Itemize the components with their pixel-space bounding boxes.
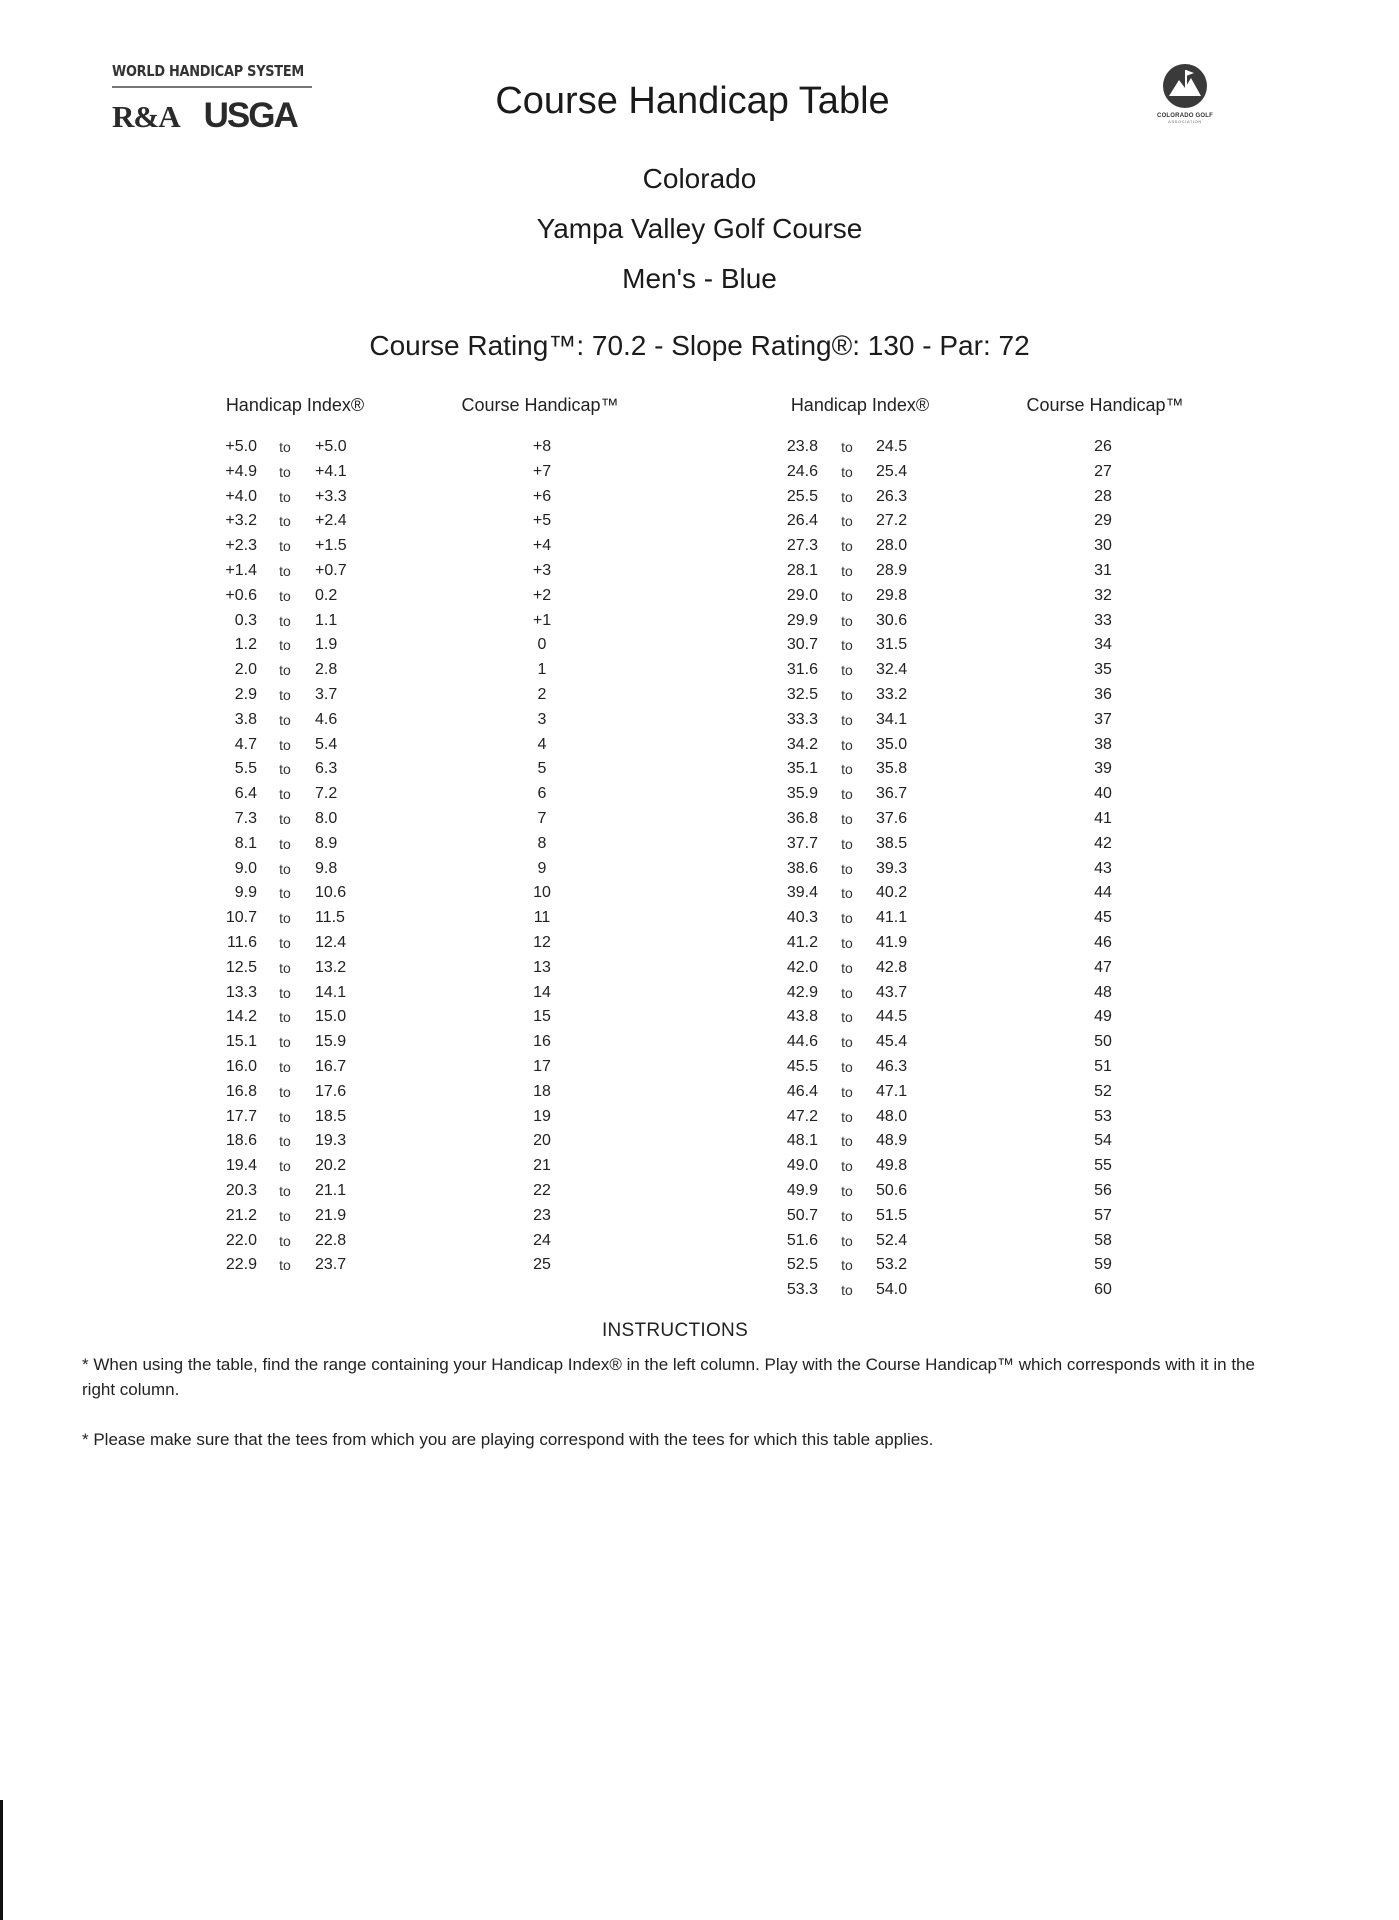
index-low: 1.2 xyxy=(234,636,257,654)
range-to-word: to xyxy=(279,563,291,579)
index-high: 21.9 xyxy=(315,1206,347,1224)
course-handicap-value: 11 xyxy=(533,909,551,927)
range-to-word: to xyxy=(279,761,291,778)
index-high: 19.3 xyxy=(315,1132,347,1150)
course-handicap-value: 47 xyxy=(1094,958,1112,976)
range-to-word: to xyxy=(279,1083,291,1100)
index-low: +1.4 xyxy=(225,562,257,579)
range-to-word: to xyxy=(279,1133,291,1150)
range-to-word: to xyxy=(279,463,291,480)
index-high: 41.9 xyxy=(876,934,908,951)
course-handicap-value: +6 xyxy=(532,487,552,505)
index-high: 25.4 xyxy=(876,462,908,480)
index-high: 41.1 xyxy=(876,909,908,927)
index-low: 24.6 xyxy=(786,462,818,480)
course-handicap-value: +1 xyxy=(532,611,552,629)
right-handicap-header: Course Handicap™ xyxy=(1026,395,1184,415)
index-high: 51.5 xyxy=(876,1206,908,1224)
range-to-word: to xyxy=(279,959,291,976)
course-handicap-value: 10 xyxy=(533,884,551,902)
instruction-note-2: * Please make sure that the tees from which you are playing correspond with the tees for which this table applies. xyxy=(82,1430,934,1449)
index-high: 45.4 xyxy=(876,1033,908,1051)
course-handicap-value: 34 xyxy=(1094,636,1112,654)
range-to-word: to xyxy=(841,563,853,579)
index-low: 32.5 xyxy=(786,686,818,703)
index-high: 0.2 xyxy=(315,586,338,604)
index-low: 18.6 xyxy=(225,1132,257,1150)
course-handicap-value: 32 xyxy=(1094,586,1112,604)
index-low: 21.2 xyxy=(225,1206,257,1224)
index-low: 5.5 xyxy=(234,760,257,778)
course-ratings: Course Rating™: 70.2 - Slope Rating®: 130 - Par: 72 xyxy=(369,330,1030,361)
index-high: 39.3 xyxy=(876,859,908,877)
range-to-word: to xyxy=(841,935,853,951)
range-to-word: to xyxy=(279,587,291,604)
course-handicap-value: 17 xyxy=(533,1058,551,1075)
range-to-word: to xyxy=(279,488,291,505)
course-handicap-value: 56 xyxy=(1094,1182,1112,1199)
index-low: 46.4 xyxy=(786,1082,818,1100)
index-low: 33.3 xyxy=(786,710,818,728)
index-low: 28.1 xyxy=(786,562,818,579)
range-to-word: to xyxy=(279,811,291,827)
course-handicap-value: 26 xyxy=(1094,438,1112,455)
range-to-word: to xyxy=(279,786,291,803)
course-handicap-value: 31 xyxy=(1094,562,1112,579)
course-handicap-value: 25 xyxy=(533,1256,551,1274)
range-to-word: to xyxy=(279,1183,291,1199)
range-to-word: to xyxy=(841,1257,853,1274)
range-to-word: to xyxy=(841,1009,853,1026)
range-to-word: to xyxy=(841,1059,853,1075)
index-high: 8.0 xyxy=(315,810,338,827)
left-handicap-header: Course Handicap™ xyxy=(461,395,619,415)
index-high: 38.5 xyxy=(876,834,908,852)
index-low: +4.9 xyxy=(225,462,257,480)
course-handicap-value: 55 xyxy=(1094,1157,1112,1175)
index-high: +0.7 xyxy=(315,562,347,579)
index-low: +5.0 xyxy=(225,438,257,455)
index-low: 37.7 xyxy=(786,834,818,852)
index-high: 22.8 xyxy=(315,1231,347,1249)
index-high: 18.5 xyxy=(315,1107,347,1125)
range-to-word: to xyxy=(841,538,853,555)
range-to-word: to xyxy=(841,612,853,629)
index-high: 35.0 xyxy=(876,735,908,753)
course-handicap-value: 4 xyxy=(537,735,547,753)
range-to-word: to xyxy=(841,835,853,852)
index-high: +1.5 xyxy=(315,537,347,555)
range-to-word: to xyxy=(279,662,291,679)
index-low: 3.8 xyxy=(234,710,257,728)
course-handicap-value: 35 xyxy=(1094,661,1112,679)
index-low: 8.1 xyxy=(234,834,257,852)
index-high: +5.0 xyxy=(315,438,347,455)
index-high: 47.1 xyxy=(876,1082,908,1100)
index-high: 48.9 xyxy=(876,1132,908,1150)
index-high: 37.6 xyxy=(876,810,908,827)
course-handicap-value: 9 xyxy=(537,859,547,877)
index-low: 39.4 xyxy=(786,884,818,902)
course-handicap-value: 42 xyxy=(1094,834,1112,852)
index-high: 9.8 xyxy=(315,859,338,877)
range-to-word: to xyxy=(841,488,853,505)
course-handicap-value: 21 xyxy=(533,1157,551,1175)
course-handicap-value: 53 xyxy=(1094,1107,1112,1125)
course-handicap-value: 2 xyxy=(537,686,547,703)
range-to-word: to xyxy=(841,662,853,679)
cga-logo xyxy=(1130,62,1240,124)
index-high: 23.7 xyxy=(315,1256,347,1274)
index-low: 15.1 xyxy=(225,1033,257,1051)
course-handicap-value: 58 xyxy=(1094,1231,1112,1249)
index-high: 4.6 xyxy=(315,710,338,728)
usga-logo: USGA xyxy=(203,96,297,135)
range-to-word: to xyxy=(841,1108,853,1125)
index-low: 49.9 xyxy=(786,1182,818,1199)
index-low: 4.7 xyxy=(234,735,257,753)
index-high: 26.3 xyxy=(876,487,908,505)
range-to-word: to xyxy=(841,910,853,927)
index-low: 2.0 xyxy=(234,661,257,679)
index-high: 5.4 xyxy=(315,735,338,753)
index-low: 13.3 xyxy=(225,983,257,1001)
index-low: 19.4 xyxy=(225,1157,257,1175)
index-high: 14.1 xyxy=(315,983,347,1001)
course-handicap-value: 22 xyxy=(533,1182,551,1199)
index-high: 13.2 xyxy=(315,958,347,976)
course-handicap-value: 48 xyxy=(1094,983,1112,1001)
range-to-word: to xyxy=(279,736,291,753)
range-to-word: to xyxy=(279,637,291,654)
index-high: 28.9 xyxy=(876,562,908,579)
range-to-word: to xyxy=(279,439,291,455)
index-low: 9.0 xyxy=(234,859,257,877)
course-handicap-value: +8 xyxy=(532,438,552,455)
page-title: Course Handicap Table xyxy=(495,80,890,122)
course-handicap-value: 49 xyxy=(1094,1008,1112,1026)
range-to-word: to xyxy=(279,1009,291,1026)
index-low: 47.2 xyxy=(786,1107,818,1125)
range-to-word: to xyxy=(841,587,853,604)
range-to-word: to xyxy=(841,786,853,803)
index-low: 35.9 xyxy=(786,785,818,803)
range-to-word: to xyxy=(841,1158,853,1175)
course-name: Yampa Valley Golf Course xyxy=(536,213,863,244)
course-handicap-value: 30 xyxy=(1094,537,1112,555)
course-handicap-value: +4 xyxy=(532,537,552,555)
index-low: 29.0 xyxy=(786,586,818,604)
range-to-word: to xyxy=(279,835,291,852)
course-handicap-value: 44 xyxy=(1094,884,1112,902)
index-high: 46.3 xyxy=(876,1058,908,1075)
course-handicap-value: 0 xyxy=(537,636,547,654)
course-handicap-value: 37 xyxy=(1094,710,1112,728)
range-to-word: to xyxy=(279,538,291,555)
index-low: 43.8 xyxy=(786,1008,818,1026)
range-to-word: to xyxy=(841,811,853,827)
range-to-word: to xyxy=(279,1257,291,1274)
index-high: 15.9 xyxy=(315,1033,347,1051)
index-high: 1.1 xyxy=(315,611,338,629)
index-low: 22.9 xyxy=(225,1256,257,1274)
range-to-word: to xyxy=(841,984,853,1001)
course-handicap-value: 23 xyxy=(533,1206,551,1224)
instruction-note-1: * When using the table, find the range containing your Handicap Index® in the left column. Play with the Course Handicap™ which corresponds with it in the right column. xyxy=(82,1355,1255,1399)
index-high: 52.4 xyxy=(876,1231,908,1249)
index-high: +2.4 xyxy=(315,512,347,530)
index-low: +0.6 xyxy=(225,586,257,604)
range-to-word: to xyxy=(841,439,853,455)
index-low: 42.9 xyxy=(786,983,818,1001)
range-to-word: to xyxy=(841,1083,853,1100)
index-high: 49.8 xyxy=(876,1157,908,1175)
index-low: 16.0 xyxy=(225,1058,257,1075)
index-high: 35.8 xyxy=(876,760,908,778)
course-handicap-value: 28 xyxy=(1094,487,1112,505)
scan-edge-mark xyxy=(0,1800,3,1920)
range-to-word: to xyxy=(841,1183,853,1199)
index-low: 35.1 xyxy=(786,760,818,778)
course-handicap-value: 41 xyxy=(1094,810,1112,827)
course-handicap-value: 19 xyxy=(533,1107,551,1125)
course-handicap-value: 12 xyxy=(533,934,551,951)
course-handicap-value: 20 xyxy=(533,1132,551,1150)
index-high: 28.0 xyxy=(876,537,908,555)
course-handicap-value: 13 xyxy=(533,958,551,976)
course-handicap-value: 54 xyxy=(1094,1132,1112,1150)
course-handicap-value: 7 xyxy=(537,810,547,827)
range-to-word: to xyxy=(279,1158,291,1175)
course-handicap-value: 14 xyxy=(533,983,551,1001)
course-handicap-value: 18 xyxy=(533,1082,551,1100)
index-high: 24.5 xyxy=(876,438,908,455)
index-low: 10.7 xyxy=(225,909,257,927)
index-low: 12.5 xyxy=(225,958,257,976)
index-low: 14.2 xyxy=(225,1008,257,1026)
index-low: +3.2 xyxy=(225,512,257,530)
index-high: 12.4 xyxy=(315,934,347,951)
range-to-word: to xyxy=(279,612,291,629)
index-low: 0.3 xyxy=(234,611,257,629)
index-high: 40.2 xyxy=(876,884,908,902)
course-handicap-value: 40 xyxy=(1094,785,1112,803)
index-low: 22.0 xyxy=(225,1231,257,1249)
index-low: 38.6 xyxy=(786,859,818,877)
course-handicap-value: +3 xyxy=(532,562,552,579)
index-high: 8.9 xyxy=(315,834,338,852)
index-low: 41.2 xyxy=(786,934,818,951)
index-high: 33.2 xyxy=(876,686,908,703)
range-to-word: to xyxy=(279,935,291,951)
course-handicap-value: 51 xyxy=(1094,1058,1112,1075)
range-to-word: to xyxy=(841,1282,853,1299)
range-to-word: to xyxy=(279,1059,291,1075)
course-handicap-value: 46 xyxy=(1094,934,1112,951)
range-to-word: to xyxy=(841,885,853,902)
index-low: 26.4 xyxy=(786,512,818,530)
right-index-header: Handicap Index® xyxy=(790,395,930,415)
left-index-header: Handicap Index® xyxy=(225,395,365,415)
course-handicap-value: 50 xyxy=(1094,1033,1112,1051)
course-handicap-value: 38 xyxy=(1094,735,1112,753)
range-to-word: to xyxy=(841,513,853,530)
course-handicap-value: 52 xyxy=(1094,1082,1112,1100)
course-handicap-value: +7 xyxy=(532,462,552,480)
course-handicap-value: 24 xyxy=(533,1231,551,1249)
index-high: 1.9 xyxy=(315,636,338,654)
index-low: 36.8 xyxy=(786,810,818,827)
index-low: 49.0 xyxy=(786,1157,818,1175)
range-to-word: to xyxy=(279,513,291,530)
range-to-word: to xyxy=(279,910,291,927)
index-low: 25.5 xyxy=(786,487,818,505)
index-high: 17.6 xyxy=(315,1082,347,1100)
index-low: 29.9 xyxy=(786,611,818,629)
course-handicap-value: +5 xyxy=(532,512,552,530)
range-to-word: to xyxy=(841,463,853,480)
index-low: 9.9 xyxy=(234,884,257,902)
index-high: 7.2 xyxy=(315,785,338,803)
course-handicap-value: 57 xyxy=(1094,1206,1112,1224)
index-low: 52.5 xyxy=(786,1256,818,1274)
range-to-word: to xyxy=(279,1232,291,1249)
index-high: +4.1 xyxy=(315,462,347,480)
index-high: 54.0 xyxy=(876,1281,908,1299)
range-to-word: to xyxy=(841,860,853,877)
range-to-word: to xyxy=(841,736,853,753)
course-handicap-value: 39 xyxy=(1094,760,1112,778)
index-low: 23.8 xyxy=(786,438,818,455)
index-low: +2.3 xyxy=(225,537,257,555)
range-to-word: to xyxy=(279,860,291,877)
index-high: 42.8 xyxy=(876,958,908,976)
tee-name: Men's - Blue xyxy=(622,263,777,294)
course-handicap-value: 3 xyxy=(537,710,547,728)
course-handicap-value: 60 xyxy=(1094,1281,1112,1299)
range-to-word: to xyxy=(841,1232,853,1249)
course-handicap-value: 59 xyxy=(1094,1256,1112,1274)
cga-name: COLORADO GOLF xyxy=(1157,113,1213,119)
index-low: 34.2 xyxy=(786,735,818,753)
range-to-word: to xyxy=(279,711,291,728)
state-name: Colorado xyxy=(642,163,757,194)
index-low: 17.7 xyxy=(225,1107,257,1125)
range-to-word: to xyxy=(279,1034,291,1051)
index-high: 10.6 xyxy=(315,884,347,902)
index-low: 45.5 xyxy=(786,1058,818,1075)
course-handicap-value: 27 xyxy=(1094,462,1112,480)
range-to-word: to xyxy=(841,711,853,728)
index-low: 20.3 xyxy=(225,1182,257,1199)
range-to-word: to xyxy=(841,637,853,654)
instructions-title: INSTRUCTIONS xyxy=(601,1320,749,1341)
range-to-word: to xyxy=(279,1207,291,1224)
index-high: 11.5 xyxy=(315,909,345,927)
index-low: 31.6 xyxy=(786,661,818,679)
index-low: 11.6 xyxy=(227,934,257,951)
index-low: 42.0 xyxy=(786,958,818,976)
index-high: 53.2 xyxy=(876,1256,908,1274)
index-low: 51.6 xyxy=(786,1231,818,1249)
index-high: 27.2 xyxy=(876,512,908,530)
range-to-word: to xyxy=(279,687,291,703)
index-low: 2.9 xyxy=(234,686,257,703)
index-high: 15.0 xyxy=(315,1008,347,1026)
index-low: 7.3 xyxy=(234,810,257,827)
course-handicap-value: +2 xyxy=(532,586,552,604)
index-high: 20.2 xyxy=(315,1157,347,1175)
index-high: 43.7 xyxy=(876,983,908,1001)
range-to-word: to xyxy=(841,1207,853,1224)
index-low: 30.7 xyxy=(786,636,818,654)
index-high: 32.4 xyxy=(876,661,908,679)
index-high: 6.3 xyxy=(315,760,338,778)
index-low: 50.7 xyxy=(786,1206,818,1224)
course-handicap-value: 45 xyxy=(1094,909,1112,927)
range-to-word: to xyxy=(279,984,291,1001)
range-to-word: to xyxy=(841,761,853,778)
index-high: 30.6 xyxy=(876,611,908,629)
cga-sub: ASSOCIATION xyxy=(1168,119,1202,124)
course-handicap-value: 15 xyxy=(533,1008,551,1026)
index-high: 31.5 xyxy=(876,636,908,654)
range-to-word: to xyxy=(841,1034,853,1051)
course-handicap-value: 43 xyxy=(1094,859,1112,877)
whs-label: WORLD HANDICAP SYSTEM xyxy=(112,62,304,80)
course-handicap-value: 33 xyxy=(1094,611,1112,629)
index-low: 6.4 xyxy=(234,785,257,803)
course-handicap-value: 29 xyxy=(1094,512,1112,530)
index-low: 16.8 xyxy=(225,1082,257,1100)
index-low: 44.6 xyxy=(786,1033,818,1051)
index-high: 3.7 xyxy=(315,686,338,703)
course-handicap-value: 36 xyxy=(1094,686,1112,703)
index-high: +3.3 xyxy=(315,487,347,505)
course-handicap-value: 5 xyxy=(537,760,547,778)
index-high: 50.6 xyxy=(876,1182,908,1199)
index-high: 48.0 xyxy=(876,1107,908,1125)
index-low: 53.3 xyxy=(786,1281,818,1299)
index-low: 48.1 xyxy=(786,1132,818,1150)
range-to-word: to xyxy=(841,1133,853,1150)
range-to-word: to xyxy=(279,1108,291,1125)
index-low: 27.3 xyxy=(786,537,818,555)
cga-mountain-icon xyxy=(1161,62,1209,110)
index-high: 44.5 xyxy=(876,1008,908,1026)
range-to-word: to xyxy=(841,959,853,976)
range-to-word: to xyxy=(279,885,291,902)
course-handicap-value: 6 xyxy=(537,785,547,803)
range-to-word: to xyxy=(841,687,853,703)
course-handicap-value: 16 xyxy=(533,1033,551,1051)
index-high: 36.7 xyxy=(876,785,908,803)
index-high: 29.8 xyxy=(876,586,908,604)
index-high: 34.1 xyxy=(876,710,908,728)
course-handicap-value: 8 xyxy=(537,834,547,852)
ra-logo: R&A xyxy=(112,99,180,134)
index-low: +4.0 xyxy=(225,487,257,505)
index-high: 21.1 xyxy=(315,1182,347,1199)
course-handicap-value: 1 xyxy=(537,661,547,679)
index-high: 2.8 xyxy=(315,661,338,679)
index-high: 16.7 xyxy=(315,1058,347,1075)
index-low: 40.3 xyxy=(786,909,818,927)
